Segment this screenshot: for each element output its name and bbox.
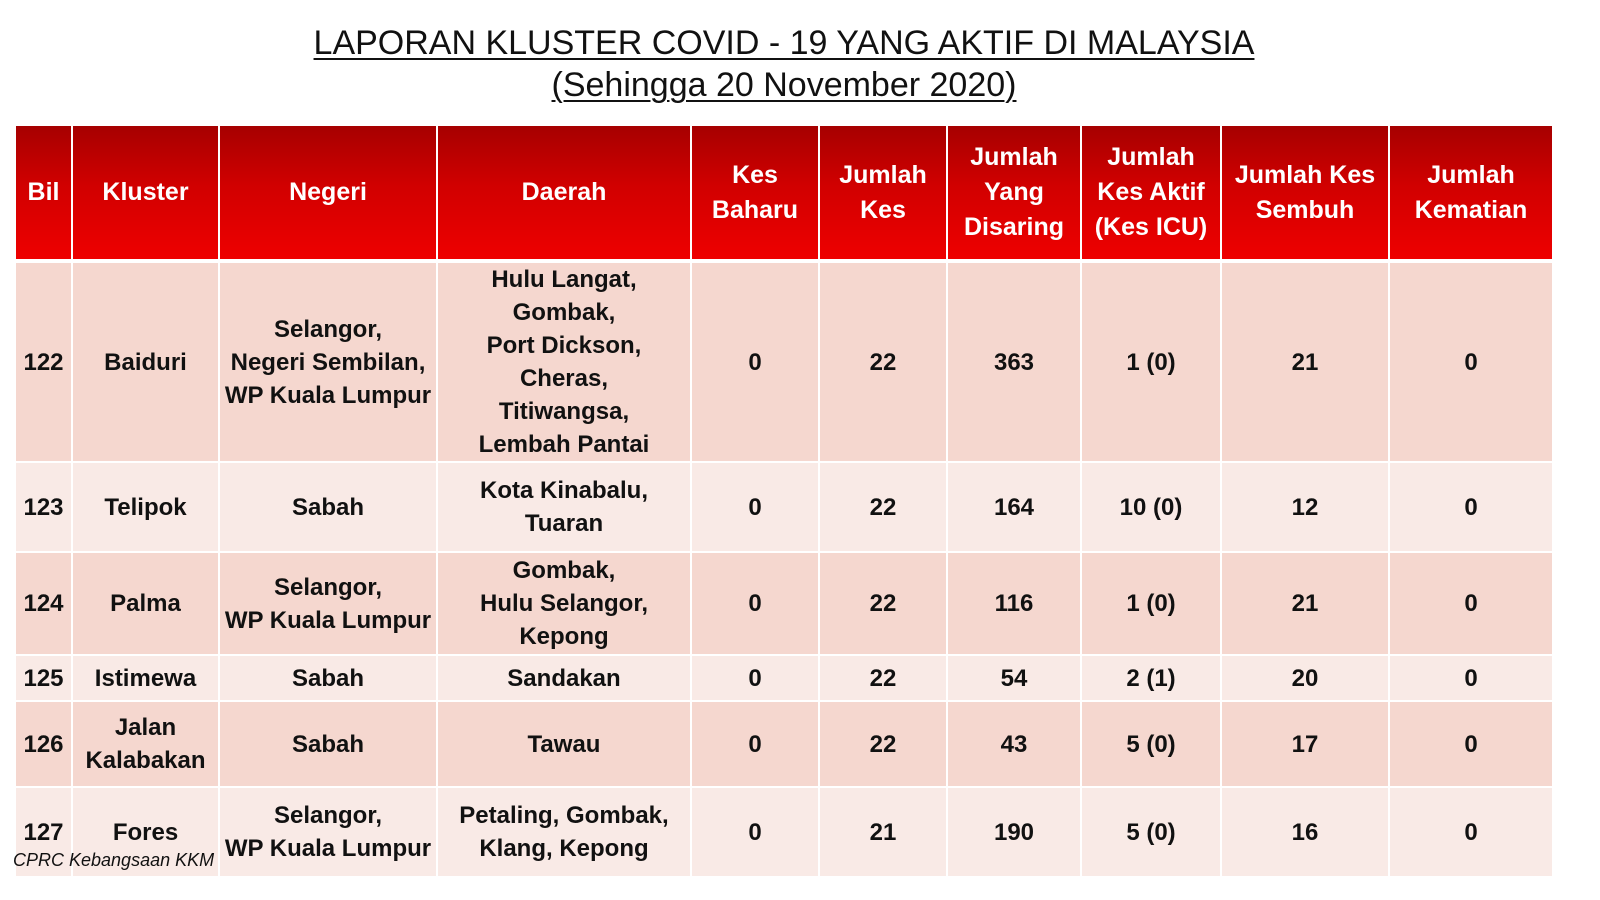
table-row — [15, 552, 1553, 655]
title-line-date: (Sehingga 20 November 2020) — [551, 66, 1017, 104]
header-kes-baharu: Kes Baharu — [691, 125, 819, 261]
cell-kes-sembuh: 12 — [1221, 462, 1389, 552]
cell-kes-sembuh: 16 — [1221, 787, 1389, 877]
cell-jumlah-kes: 22 — [819, 701, 947, 787]
cell-jumlah-kes: 22 — [819, 261, 947, 462]
cell-jumlah-disaring: 164 — [947, 462, 1081, 552]
cell-negeri: Sabah — [219, 462, 437, 552]
cell-jumlah-kes: 22 — [819, 655, 947, 701]
cell-negeri: Selangor, Negeri Sembilan, WP Kuala Lumpur — [219, 261, 437, 462]
cell-kematian: 0 — [1389, 787, 1553, 877]
cell-kematian: 0 — [1389, 462, 1553, 552]
cell-kematian: 0 — [1389, 261, 1553, 462]
cell-kematian: 0 — [1389, 701, 1553, 787]
header-kes-aktif: Jumlah Kes Aktif (Kes ICU) — [1081, 125, 1221, 261]
cell-negeri: Selangor, WP Kuala Lumpur — [219, 552, 437, 655]
header-row — [15, 125, 1553, 261]
header-daerah: Daerah — [437, 125, 691, 261]
cell-kes-baharu: 0 — [691, 787, 819, 877]
cell-negeri: Sabah — [219, 655, 437, 701]
cell-kes-sembuh: 21 — [1221, 261, 1389, 462]
cluster-table — [14, 124, 1554, 878]
source-footnote: CPRC Kebangsaan KKM — [13, 850, 215, 870]
cell-kluster: Fores — [72, 787, 219, 877]
table-row — [15, 261, 1553, 462]
cell-kes-baharu: 0 — [691, 552, 819, 655]
cell-kes-sembuh: 20 — [1221, 655, 1389, 701]
cell-bil: 126 — [15, 701, 72, 787]
table-header — [15, 125, 1553, 261]
cell-daerah: Petaling, Gombak, Klang, Kepong — [437, 787, 691, 877]
cell-jumlah-disaring: 43 — [947, 701, 1081, 787]
cell-kes-baharu: 0 — [691, 462, 819, 552]
cell-kematian: 0 — [1389, 655, 1553, 701]
table-row — [15, 655, 1553, 701]
cell-jumlah-kes: 22 — [819, 552, 947, 655]
cell-kes-sembuh: 21 — [1221, 552, 1389, 655]
cell-kluster: Jalan Kalabakan — [72, 701, 219, 787]
cell-negeri: Sabah — [219, 701, 437, 787]
cell-kluster: Baiduri — [72, 261, 219, 462]
cell-kes-aktif: 10 (0) — [1081, 462, 1221, 552]
cell-bil: 122 — [15, 261, 72, 462]
cell-kes-baharu: 0 — [691, 261, 819, 462]
header-kluster: Kluster — [72, 125, 219, 261]
cell-kes-aktif: 2 (1) — [1081, 655, 1221, 701]
cell-bil: 127 — [15, 787, 72, 877]
cell-kes-baharu: 0 — [691, 701, 819, 787]
cell-jumlah-kes: 22 — [819, 462, 947, 552]
cell-kluster: Palma — [72, 552, 219, 655]
cell-kes-aktif: 1 (0) — [1081, 261, 1221, 462]
header-negeri: Negeri — [219, 125, 437, 261]
cell-jumlah-disaring: 54 — [947, 655, 1081, 701]
table-row — [15, 462, 1553, 552]
header-jumlah-kes: Jumlah Kes — [819, 125, 947, 261]
table-row — [15, 701, 1553, 787]
cell-kes-sembuh: 17 — [1221, 701, 1389, 787]
table-row — [15, 787, 1553, 877]
cell-jumlah-disaring: 116 — [947, 552, 1081, 655]
cell-kematian: 0 — [1389, 552, 1553, 655]
cell-kes-aktif: 5 (0) — [1081, 787, 1221, 877]
cell-kluster: Istimewa — [72, 655, 219, 701]
cell-kluster: Telipok — [72, 462, 219, 552]
cell-bil: 124 — [15, 552, 72, 655]
cell-jumlah-disaring: 363 — [947, 261, 1081, 462]
report-title — [0, 22, 1568, 106]
cell-bil: 125 — [15, 655, 72, 701]
cell-jumlah-disaring: 190 — [947, 787, 1081, 877]
cell-kes-aktif: 1 (0) — [1081, 552, 1221, 655]
header-kematian: Jumlah Kematian — [1389, 125, 1553, 261]
cell-bil: 123 — [15, 462, 72, 552]
cell-daerah: Hulu Langat, Gombak, Port Dickson, Cheras, Titiwangsa, Lembah Pantai — [437, 261, 691, 462]
cell-negeri: Selangor, WP Kuala Lumpur — [219, 787, 437, 877]
cell-daerah: Sandakan — [437, 655, 691, 701]
cell-kes-aktif: 5 (0) — [1081, 701, 1221, 787]
cell-daerah: Gombak, Hulu Selangor, Kepong — [437, 552, 691, 655]
cell-daerah: Kota Kinabalu, Tuaran — [437, 462, 691, 552]
header-jumlah-disaring: Jumlah Yang Disaring — [947, 125, 1081, 261]
header-kes-sembuh: Jumlah Kes Sembuh — [1221, 125, 1389, 261]
cell-kes-baharu: 0 — [691, 655, 819, 701]
cell-jumlah-kes: 21 — [819, 787, 947, 877]
table-body — [15, 261, 1553, 877]
cell-daerah: Tawau — [437, 701, 691, 787]
header-bil: Bil — [15, 125, 72, 261]
title-line-main: LAPORAN KLUSTER COVID - 19 YANG AKTIF DI MALAYSIA — [313, 24, 1255, 62]
